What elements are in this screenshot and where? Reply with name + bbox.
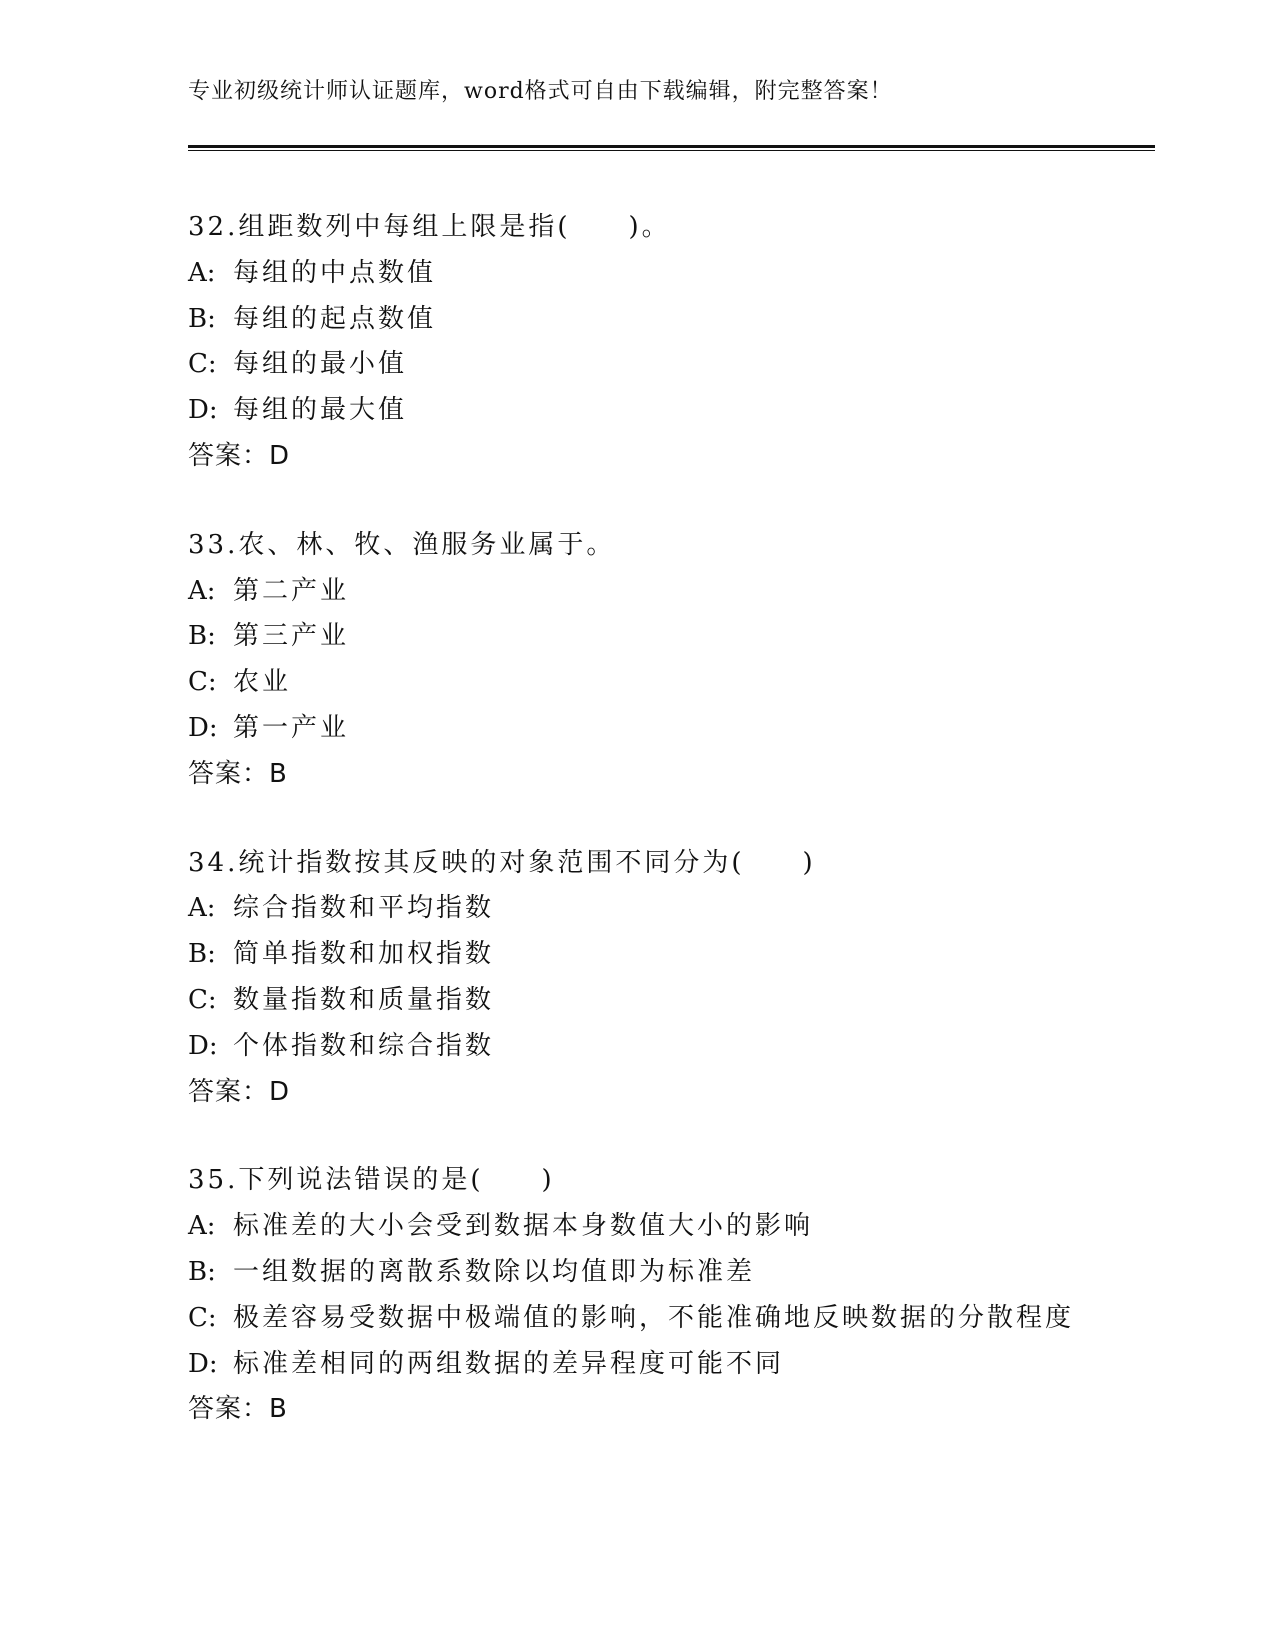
header-divider	[188, 145, 1155, 151]
option-text: 标准差相同的两组数据的差异程度可能不同	[233, 1348, 785, 1379]
option-text: 个体指数和综合指数	[233, 1030, 495, 1061]
option-c	[188, 342, 1148, 388]
question-35	[188, 1158, 1148, 1433]
question-33	[188, 523, 1148, 798]
option-text: 每组的中点数值	[233, 257, 437, 288]
option-letter: B:	[188, 1256, 216, 1287]
option-letter: D:	[188, 395, 218, 426]
option-d	[188, 706, 1148, 752]
option-text: 数量指数和质量指数	[233, 984, 495, 1015]
option-c	[188, 1296, 1148, 1342]
option-b	[188, 1250, 1148, 1296]
option-text: 一组数据的离散系数除以均值即为标准差	[233, 1256, 756, 1287]
option-letter: A:	[188, 1211, 216, 1242]
option-text: 农业	[233, 667, 292, 698]
option-d	[188, 1024, 1148, 1070]
option-b	[188, 297, 1148, 343]
option-text: 简单指数和加权指数	[233, 939, 495, 970]
option-letter: B:	[188, 303, 216, 334]
answer-line: 答案：D	[188, 1076, 291, 1107]
option-a	[188, 569, 1148, 615]
option-text: 第二产业	[233, 575, 350, 606]
option-letter: D:	[188, 1348, 218, 1379]
option-a	[188, 251, 1148, 297]
question-stem: 32.组距数列中每组上限是指( )。	[188, 212, 671, 242]
option-letter: A:	[188, 257, 216, 288]
question-32	[188, 205, 1148, 480]
option-text: 第一产业	[233, 712, 350, 743]
question-stem: 35.下列说法错误的是( )	[188, 1165, 555, 1196]
answer-line: 答案：B	[188, 758, 288, 789]
option-d	[188, 388, 1148, 434]
option-text: 极差容易受数据中极端值的影响，不能准确地反映数据的分散程度	[233, 1302, 1075, 1333]
option-letter: C:	[188, 349, 217, 380]
option-letter: B:	[188, 939, 216, 970]
option-a	[188, 1204, 1148, 1250]
option-b	[188, 614, 1148, 660]
option-text: 每组的最小值	[233, 349, 408, 380]
option-text: 综合指数和平均指数	[233, 893, 495, 924]
question-stem: 34.统计指数按其反映的对象范围不同分为( )	[188, 847, 816, 878]
question-34	[188, 841, 1148, 1116]
option-c	[188, 660, 1148, 706]
option-letter: C:	[188, 1302, 217, 1333]
option-b	[188, 932, 1148, 978]
option-c	[188, 978, 1148, 1024]
option-letter: C:	[188, 984, 217, 1015]
page-header: 专业初级统计师认证题库，word格式可自由下载编辑，附完整答案！	[188, 79, 893, 104]
option-d	[188, 1342, 1148, 1388]
option-text: 第三产业	[233, 621, 350, 652]
option-letter: D:	[188, 1030, 218, 1061]
question-list	[188, 205, 1148, 1476]
answer-line: 答案：B	[188, 1394, 288, 1425]
option-letter: B:	[188, 621, 216, 652]
question-stem: 33.农、林、牧、渔服务业属于。	[188, 529, 616, 560]
option-text: 每组的最大值	[233, 395, 408, 426]
option-letter: A:	[188, 893, 216, 924]
answer-line: 答案：D	[188, 440, 291, 471]
option-a	[188, 886, 1148, 932]
option-letter: A:	[188, 575, 216, 606]
option-letter: D:	[188, 712, 218, 743]
option-text: 每组的起点数值	[233, 303, 437, 334]
option-text: 标准差的大小会受到数据本身数值大小的影响	[233, 1211, 814, 1242]
option-letter: C:	[188, 667, 217, 698]
